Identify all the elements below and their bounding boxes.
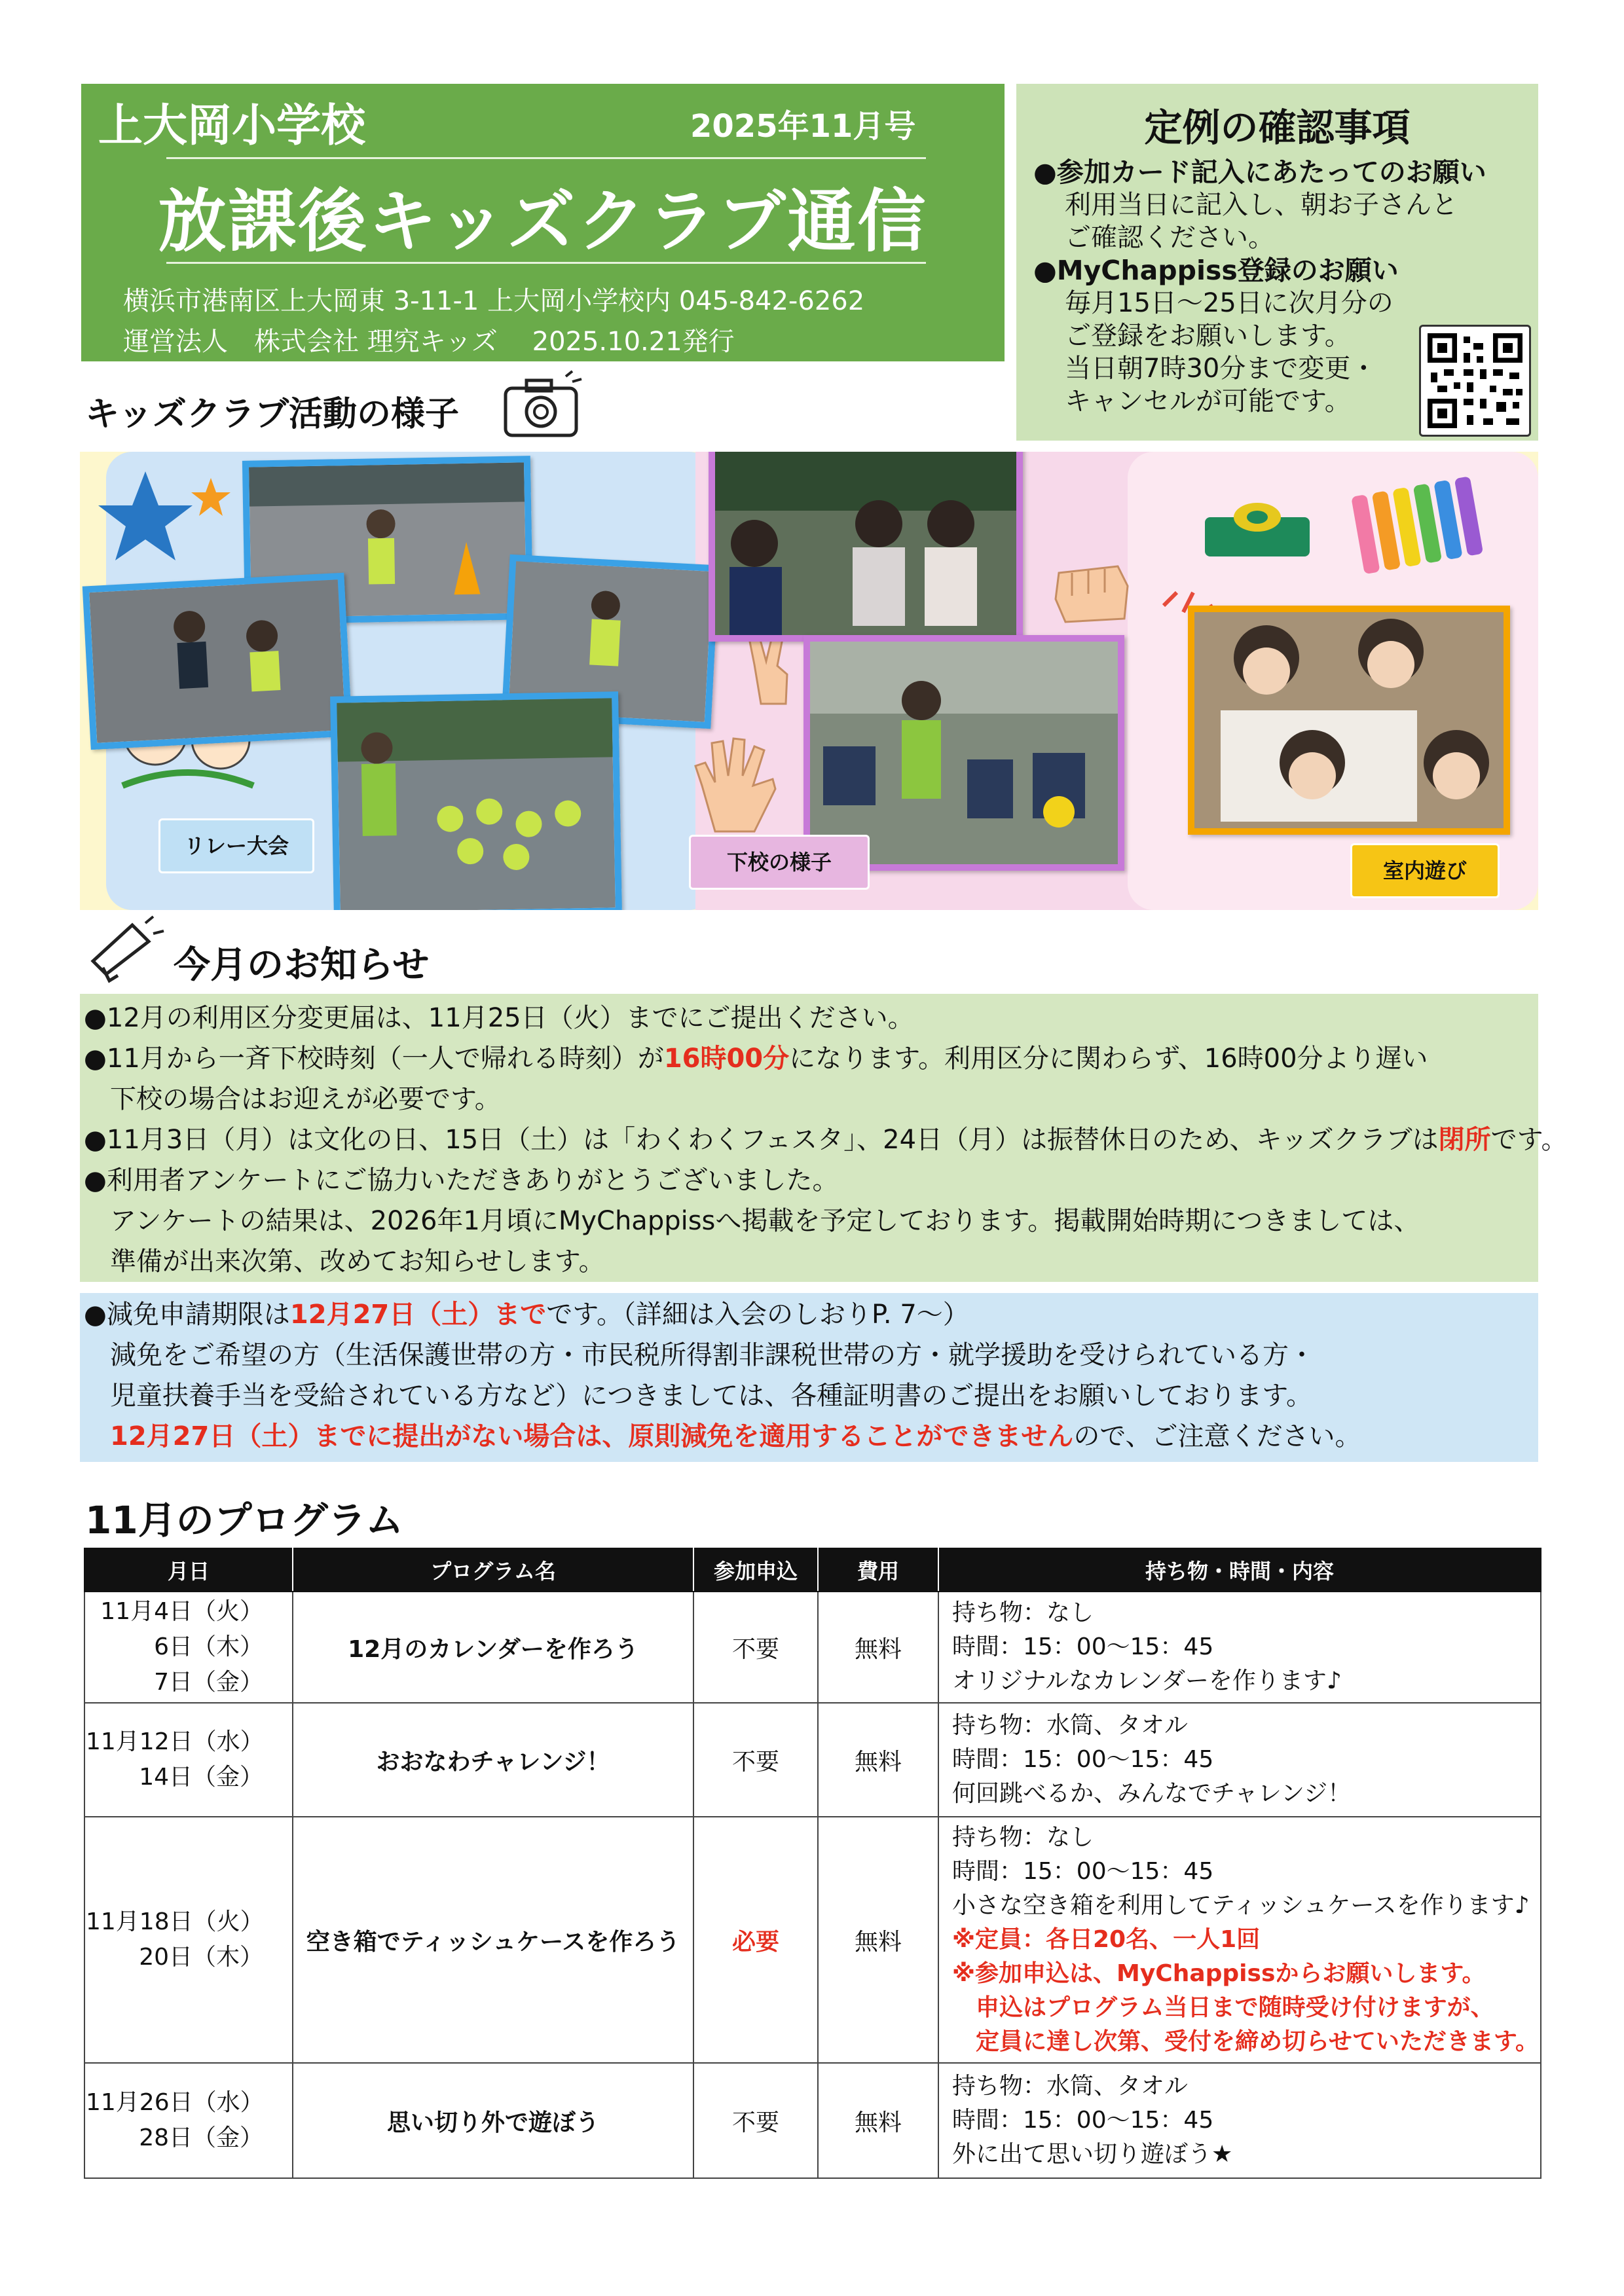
notice-line: ●利用者アンケートにご協力いただきありがとうございました。 bbox=[84, 1165, 839, 1195]
details-cell: 持ち物：水筒、タオル 時間：15：00～15：45 何回跳べるか、みんなでチャレンジ！ bbox=[938, 1703, 1541, 1817]
fist-hand-icon bbox=[1046, 547, 1137, 632]
fee-cell: 無料 bbox=[818, 1703, 938, 1817]
table-row bbox=[84, 2063, 1541, 2178]
open-hand-icon bbox=[689, 733, 787, 838]
column-header: 月日 bbox=[84, 1548, 293, 1592]
column-header: 持ち物・時間・内容 bbox=[938, 1548, 1541, 1592]
confirm-text: 毎月15日～25日に次月分の bbox=[1065, 288, 1393, 318]
notice-line: 下校の場合はお迎えが必要です。 bbox=[84, 1084, 501, 1114]
confirm-text: 当日朝7時30分まで変更・ bbox=[1065, 354, 1377, 384]
star-icon bbox=[93, 465, 237, 570]
school-name: 上大岡小学校 bbox=[98, 100, 366, 152]
date-cell: 11月26日（水） 28日（金） bbox=[84, 2063, 293, 2178]
column-header: 参加申込 bbox=[693, 1548, 818, 1592]
table-header-row bbox=[84, 1548, 1541, 1592]
notices-heading: 今月のお知らせ bbox=[174, 944, 430, 987]
notice-line: 児童扶養手当を受給されている方など）につきましては、各種証明書のご提出をお願いしております。 bbox=[84, 1381, 1312, 1411]
qr-code[interactable] bbox=[1419, 325, 1531, 437]
camera-icon bbox=[500, 370, 585, 445]
activities-heading: キッズクラブ活動の様子 bbox=[85, 395, 459, 434]
date-cell: 11月4日（火） 6日（木） 7日（金） bbox=[84, 1592, 293, 1703]
address: 横浜市港南区上大岡東 3-11-1 上大岡小学校内 045-842-6262 bbox=[123, 286, 865, 316]
details-cell: 持ち物：なし 時間：15：00～15：45 小さな空き箱を利用してティッシュケースを作ります♪ ※定員：各日20名、一人1回 ※参加申込は、MyChappissからお願いします。 申込はプログラム当日まで随時受け付けますが、 定員に達し次第、受付を締め切らせていただきます。 bbox=[938, 1817, 1541, 2063]
caption-dismissal: 下校の様子 bbox=[689, 835, 870, 890]
newsletter-title: 放課後キッズクラブ通信 bbox=[158, 181, 928, 261]
table-row bbox=[84, 1592, 1541, 1703]
program-name: 12月のカレンダーを作ろう bbox=[293, 1592, 693, 1703]
confirm-text: ご登録をお願いします。 bbox=[1065, 321, 1351, 351]
details-cell: 持ち物：なし 時間：15：00～15：45 オリジナルなカレンダーを作ります♪ bbox=[938, 1592, 1541, 1703]
program-table bbox=[84, 1548, 1541, 2179]
program-name: おおなわチャレンジ！ bbox=[293, 1703, 693, 1817]
apply-cell: 不要 bbox=[693, 1703, 818, 1817]
tape-icon bbox=[1200, 491, 1314, 563]
details-cell: 持ち物：水筒、タオル 時間：15：00～15：45 外に出て思い切り遊ぼう★ bbox=[938, 2063, 1541, 2178]
newsletter-header bbox=[81, 84, 1005, 361]
caption-indoor: 室内遊び bbox=[1350, 843, 1500, 898]
markers-icon bbox=[1350, 471, 1501, 576]
apply-cell: 不要 bbox=[693, 2063, 818, 2178]
table-row bbox=[84, 1703, 1541, 1817]
publisher: 運営法人 株式会社 理究キッズ 2025.10.21発行 bbox=[123, 327, 735, 357]
apply-cell: 必要 bbox=[693, 1817, 818, 2063]
dismissal-photo bbox=[709, 452, 1023, 642]
notice-line: ●12月の利用区分変更届は、11月25日（火）までにご提出ください。 bbox=[84, 1003, 914, 1033]
fee-reduction-box bbox=[80, 1293, 1538, 1462]
confirm-item-head: ●MyChappiss登録のお願い bbox=[1033, 255, 1399, 286]
regular-confirmation-box bbox=[1016, 84, 1538, 441]
fee-cell: 無料 bbox=[818, 1592, 938, 1703]
fee-cell: 無料 bbox=[818, 1817, 938, 2063]
date-cell: 11月18日（火） 20日（木） bbox=[84, 1817, 293, 2063]
notice-line: ●11月3日（月）は文化の日、15日（土）は「わくわくフェスタ」、24日（月）は振替休日のため、キッズクラブは閉所です。 bbox=[84, 1125, 1568, 1155]
notice-line: 準備が出来次第、改めてお知らせします。 bbox=[84, 1247, 605, 1277]
column-header: 費用 bbox=[818, 1548, 938, 1592]
relay-photo bbox=[83, 573, 353, 750]
divider bbox=[166, 262, 926, 264]
confirm-title: 定例の確認事項 bbox=[1144, 105, 1411, 150]
notice-line: アンケートの結果は、2026年1月頃にMyChappissへ掲載を予定しております。掲載開始時期につきましては、 bbox=[84, 1206, 1420, 1236]
notice-line: 12月27日（土）までに提出がない場合は、原則減免を適用することができませんので、ご注意ください。 bbox=[84, 1421, 1361, 1451]
indoor-play-photo bbox=[1188, 606, 1510, 835]
confirm-text: 利用当日に記入し、朝お子さんと bbox=[1065, 190, 1458, 220]
activity-collage bbox=[80, 452, 1538, 910]
relay-photo bbox=[330, 691, 622, 910]
program-name: 思い切り外で遊ぼう bbox=[293, 2063, 693, 2178]
megaphone-icon bbox=[86, 915, 165, 990]
fee-cell: 無料 bbox=[818, 2063, 938, 2178]
program-name: 空き箱でティッシュケースを作ろう bbox=[293, 1817, 693, 2063]
confirm-text: ご確認ください。 bbox=[1065, 223, 1274, 253]
confirm-item-head: ●参加カード記入にあたってのお願い bbox=[1033, 156, 1486, 188]
caption-relay: リレー大会 bbox=[158, 818, 314, 873]
column-header: プログラム名 bbox=[293, 1548, 693, 1592]
notice-line: ●11月から一斉下校時刻（一人で帰れる時刻）が16時00分になります。利用区分に関わらず、16時00分より遅い bbox=[84, 1044, 1428, 1074]
program-heading: 11月のプログラム bbox=[85, 1498, 404, 1542]
confirm-text: キャンセルが可能です。 bbox=[1065, 386, 1351, 416]
apply-cell: 不要 bbox=[693, 1592, 818, 1703]
notice-line: ●減免申請期限は12月27日（土）までです。（詳細は入会のしおりP. 7～） bbox=[84, 1300, 969, 1330]
notice-line: 減免をご希望の方（生活保護世帯の方・市民税所得割非課税世帯の方・就学援助を受けられている方・ bbox=[84, 1340, 1315, 1370]
issue-date: 2025年11月号 bbox=[690, 108, 916, 145]
notices-box bbox=[80, 994, 1568, 1282]
table-row bbox=[84, 1817, 1541, 2063]
date-cell: 11月12日（水） 14日（金） bbox=[84, 1703, 293, 1817]
divider bbox=[166, 157, 926, 159]
